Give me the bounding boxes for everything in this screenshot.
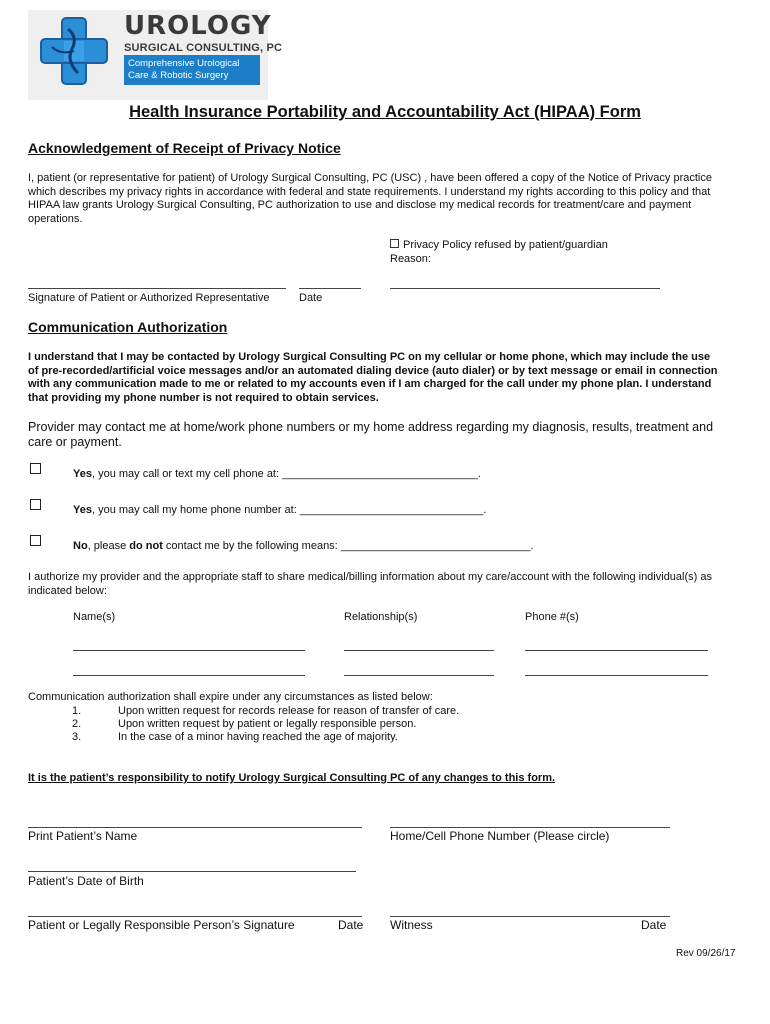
- signature-line[interactable]: [28, 288, 286, 289]
- home-phone-checkbox[interactable]: [30, 499, 41, 510]
- comm-heading: Communication Authorization: [28, 319, 228, 335]
- page-title: Health Insurance Portability and Accountability Act (HIPAA) Form: [129, 103, 641, 121]
- date-label: Date: [299, 292, 323, 304]
- privacy-refused-checkbox[interactable]: [390, 239, 399, 248]
- provider-line-1: Provider may contact me at home/work phone numbers or my home address regarding my diagnosis, results, treatment and: [28, 420, 714, 434]
- logo-tagline-line-2: Care & Robotic Surgery: [128, 70, 229, 81]
- print-name-line[interactable]: [28, 827, 362, 828]
- witness-line[interactable]: [390, 916, 670, 917]
- signature-label: Signature of Patient or Authorized Representative: [28, 292, 270, 304]
- expire-num-2: 2.: [72, 718, 82, 730]
- authorize-line-2: indicated below:: [28, 584, 107, 597]
- responsibility-notice: It is the patient’s responsibility to notify Urology Surgical Consulting PC of any changes to this form.: [28, 772, 556, 784]
- medical-cross-logo-icon: [38, 15, 110, 87]
- ack-line-3: HIPAA law grants Urology Surgical Consulting, PC authorization to use and disclose my medical records for treatment/care and payment: [28, 199, 692, 212]
- col-phone: Phone #(s): [525, 611, 579, 623]
- name-line-2[interactable]: [73, 675, 305, 676]
- logo-subtitle: SURGICAL CONSULTING, PC: [124, 42, 283, 54]
- expire-num-3: 3.: [72, 731, 82, 743]
- revision-date: Rev 09/26/17: [676, 948, 736, 959]
- comm-bold-line-1: I understand that I may be contacted by Urology Surgical Consulting PC on my cellular or home phone, which may include the use: [28, 351, 711, 363]
- ack-line-2: which describes my privacy rights in accordance with federal and state requirements. I understand my rights according to this policy and that: [28, 185, 711, 198]
- expire-item-1: Upon written request for records release for reason of transfer of care.: [118, 705, 460, 717]
- patient-date-label: Date: [338, 918, 364, 932]
- cell-phone-option: Yes, you may call or text my cell phone at: ________________________________.: [73, 468, 481, 480]
- phone-line-2[interactable]: [525, 675, 708, 676]
- logo-tagline: [124, 55, 260, 85]
- comm-bold-line-2: of pre-recorded/artificial voice messages and/or an automated dialing device (auto dialer) or by text message or email in connection: [28, 364, 718, 377]
- name-line-1[interactable]: [73, 650, 305, 651]
- patient-signature-label: Patient or Legally Responsible Person’s Signature: [28, 918, 295, 932]
- cell-phone-checkbox[interactable]: [30, 463, 41, 474]
- date-line[interactable]: [299, 288, 361, 289]
- ack-paragraph: [28, 172, 743, 226]
- reason-label: Reason:: [390, 253, 431, 265]
- col-relationship: Relationship(s): [344, 611, 418, 623]
- privacy-refused-option[interactable]: [390, 239, 608, 253]
- reason-line[interactable]: [390, 288, 660, 289]
- logo-name: UROLOGY: [124, 11, 272, 41]
- print-name-label: Print Patient’s Name: [28, 829, 138, 843]
- comm-bold-line-4: that providing my phone number is not required to obtain services.: [28, 391, 379, 404]
- privacy-refused-label: Privacy Policy refused by patient/guardian: [403, 239, 608, 251]
- comm-bold-paragraph: [28, 351, 748, 405]
- authorize-paragraph: [28, 571, 748, 598]
- provider-line-2: care or payment.: [28, 435, 122, 449]
- logo-tagline-line-1: Comprehensive Urological: [128, 58, 240, 69]
- comm-bold-line-3: with any communication made to me or related to my accounts even if I am charged for the call under my phone plan. I understand: [28, 378, 712, 391]
- ack-line-4: operations.: [28, 212, 83, 225]
- witness-label: Witness: [390, 918, 433, 932]
- ack-heading: Acknowledgement of Receipt of Privacy Notice: [28, 140, 341, 156]
- phone-line-1[interactable]: [525, 650, 708, 651]
- phone-number-line[interactable]: [390, 827, 670, 828]
- expire-item-2: Upon written request by patient or legally responsible person.: [118, 718, 417, 730]
- no-contact-option: No, please do not contact me by the following means: _______________________________.: [73, 540, 534, 552]
- expire-intro: Communication authorization shall expire under any circumstances as listed below:: [28, 691, 433, 703]
- phone-number-label: Home/Cell Phone Number (Please circle): [390, 829, 610, 843]
- dob-line[interactable]: [28, 871, 356, 872]
- provider-paragraph: [28, 420, 748, 450]
- expire-num-1: 1.: [72, 705, 82, 717]
- ack-line-1: I, patient (or representative for patient) of Urology Surgical Consulting, PC (USC) , have been offered a copy of the Notice of Privacy practice: [28, 172, 712, 184]
- patient-signature-line[interactable]: [28, 916, 362, 917]
- witness-date-label: Date: [641, 918, 667, 932]
- col-names: Name(s): [73, 611, 116, 623]
- expire-item-3: In the case of a minor having reached the age of majority.: [118, 731, 398, 743]
- relationship-line-1[interactable]: [344, 650, 494, 651]
- no-contact-checkbox[interactable]: [30, 535, 41, 546]
- dob-label: Patient’s Date of Birth: [28, 874, 144, 888]
- relationship-line-2[interactable]: [344, 675, 494, 676]
- home-phone-option: Yes, you may call my home phone number at: ______________________________.: [73, 504, 487, 516]
- authorize-line-1: I authorize my provider and the appropriate staff to share medical/billing information about my care/account with the following individual(s) as: [28, 571, 712, 583]
